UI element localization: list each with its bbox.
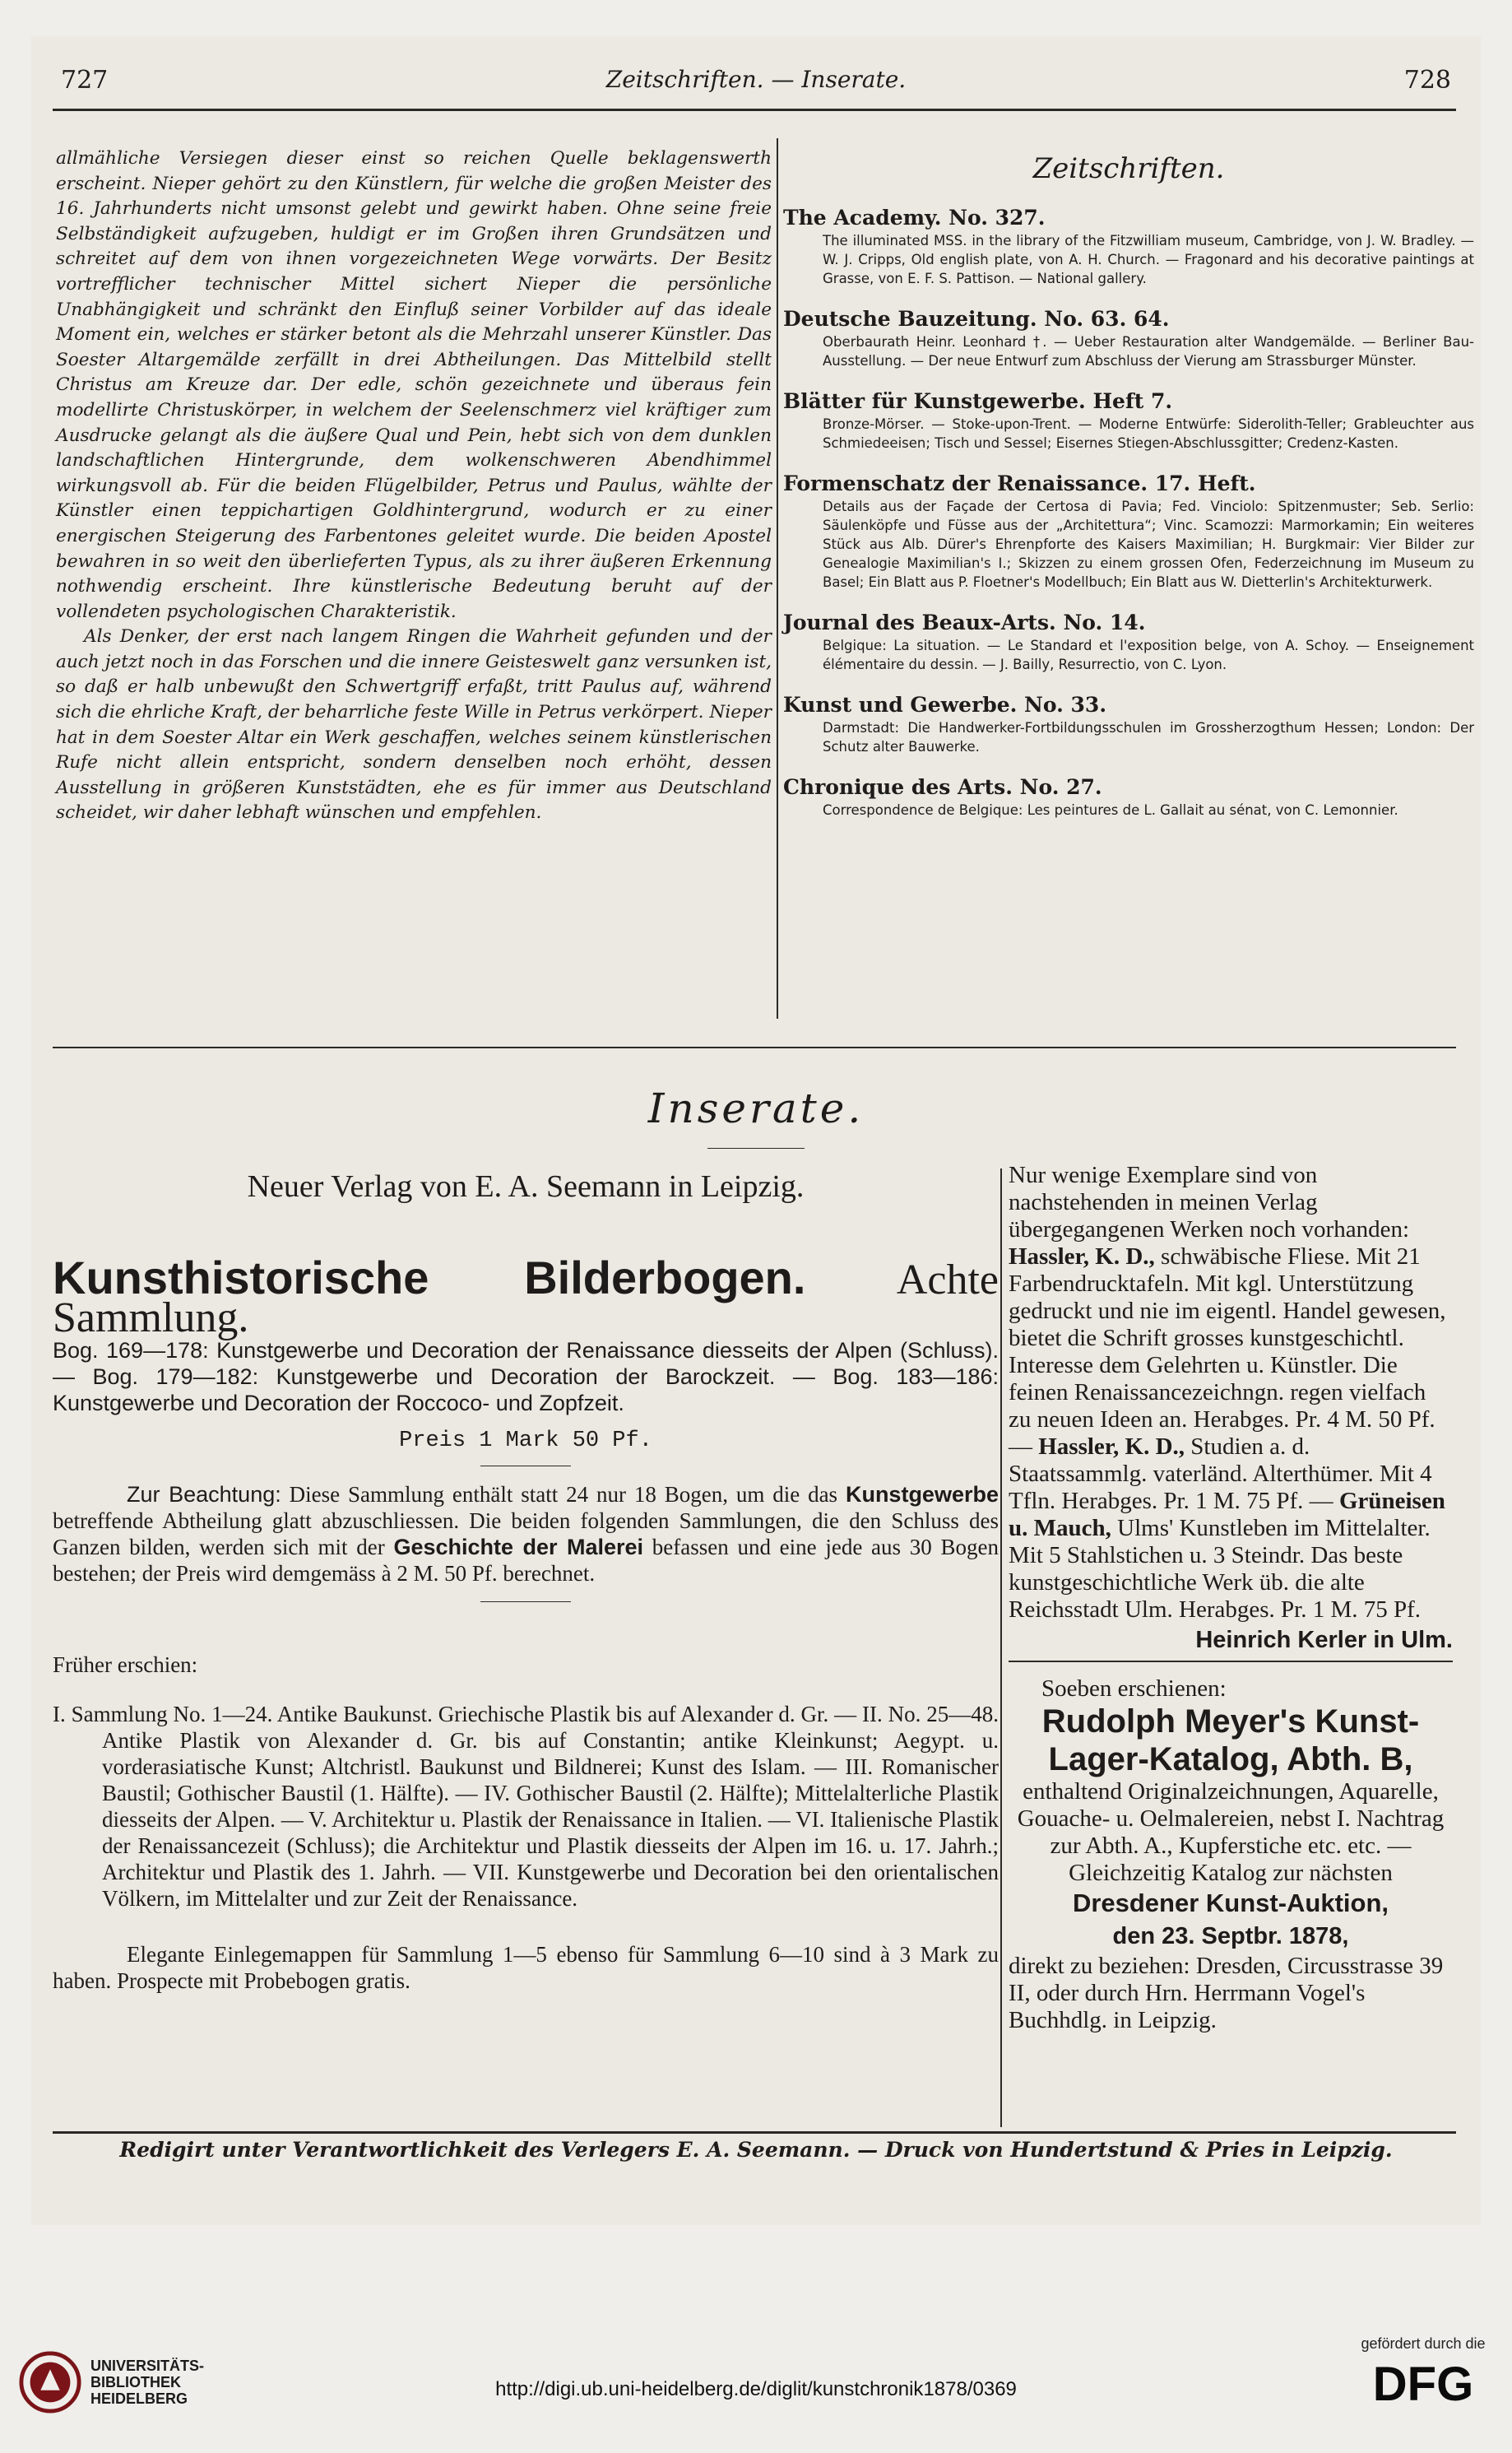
journal-entry	[783, 471, 1474, 592]
inserate-heading: Inserate.	[647, 1085, 865, 1132]
journal-contents: Darmstadt: Die Handwerker-Fortbildungsschulen im Grossherzogthum Hessen; London: Der Schutz alter Bauwerke.	[823, 720, 1474, 755]
dfg-logo-icon	[1351, 2358, 1496, 2407]
journal-title: Blätter für Kunstgewerbe. Heft 7.	[783, 389, 1173, 413]
note-text: betreffende Abtheilung glatt abzuschliessen. Die beiden folgenden Sammlungen, die den Schluss des Ganzen bilden, werden sich mit der	[53, 1508, 999, 1559]
auction-title: Dresdener Kunst-Auktion,	[1072, 1889, 1389, 1917]
column-divider	[777, 138, 778, 1019]
journal-contents: The illuminated MSS. in the library of the Fitzwilliam museum, Cambridge, von J. W. Bradley. — W. J. Cripps, Old english plate, von A. H. Church. — Fragonard and his decorative paintings at Grasse, von E. F. S. Pattison. — National gallery.	[823, 233, 1474, 286]
library-name-line: UNIVERSITÄTS-	[90, 2358, 205, 2374]
soeben-heading: Soeben erschienen:	[1041, 1675, 1227, 1702]
journal-contents: Bronze-Mörser. — Stoke-upon-Trent. — Moderne Entwürfe: Siderolith-Teller; Grableuchter aus Schmiedeeisen; Tisch und Sessel; Eisernes Stiegen-Abschlussgitter; Credenz-Kasten.	[823, 416, 1474, 451]
journal-title: Formenschatz der Renaissance. 17. Heft.	[783, 472, 1256, 495]
earlier-list	[53, 1701, 999, 1912]
ad-separator	[1009, 1661, 1453, 1662]
header-rule	[53, 109, 1456, 111]
kerler-intro: Nur wenige Exemplare sind von nachstehenden in meinen Verlag übergegangenen Werken noch vorhanden:	[1009, 1162, 1409, 1243]
catalog-description: enthaltend Originalzeichnungen, Aquarelle, Gouache- u. Oelmalereien, nebst I. Nachtrag zur Abth. A., Kupferstiche etc. etc. — Gleichzeitig Katalog zur nächsten	[1017, 1778, 1445, 1886]
seemann-advertisement	[53, 1251, 999, 1994]
source-url[interactable]: http://digi.ub.uni-heidelberg.de/diglit/kunstchronik1878/0369	[495, 2378, 1017, 2400]
auction-date: den 23. Septbr. 1878,	[1112, 1923, 1349, 1949]
journal-entry	[783, 306, 1474, 370]
ad-title-bold: Kunsthistorische Bilderbogen.	[53, 1252, 806, 1303]
dfg-credit	[1351, 2335, 1496, 2407]
note-emphasis: Geschichte der Malerei	[393, 1535, 644, 1559]
journal-contents: Details aus der Façade der Certosa di Pavia; Fed. Vinciolo: Spitzenmuster; Seb. Serlio: Säulenköpfe und Füsse aus der „Architettura“; Vinc. Scamozzi: Marmorkamin; Ein weiteres Stück aus Alb. Dürer's Ehrenpforte des Kaisers Maximilian; H. Burgkmair: Vier Bilder zur Genealogie Maximilian's I.; Skizzen zu einem grossen Ofen, Federzeichnung im Museum zu Basel; Ein Blatt aus P. Floetner's Modellbuch; Ein Blatt aus W. Dietterlin's Architekturwerk.	[823, 499, 1474, 590]
ad-description: Bog. 169—178: Kunstgewerbe und Decoration der Renaissance diesseits der Alpen (Schluss). — Bog. 179—182: Kunstgewerbe und Decoration der Barockzeit. — Bog. 183—186: Kunstgewerbe und Decoration der Roccoco- und Zopfzeit.	[53, 1338, 999, 1415]
ad-note	[53, 1481, 999, 1587]
note-label: Zur Beachtung:	[127, 1482, 281, 1507]
footer-rule	[53, 2131, 1456, 2134]
note-text: Diese Sammlung enthält statt 24 nur 18 Bogen, um die das	[281, 1482, 846, 1507]
funding-note: gefördert durch die	[1361, 2335, 1486, 2352]
author-name: Grüneisen u. Mauch,	[1009, 1488, 1445, 1541]
item-text: Ulms' Kunstleben im Mittelalter. Mit 5 Stahlstichen u. 3 Steindr. Das beste kunstgeschichtliche Werk üb. die alte Reichsstadt Ulm. Herabges. Pr. 1 M. 75 Pf.	[1009, 1515, 1431, 1623]
journal-title: Deutsche Bauzeitung. No. 63. 64.	[783, 307, 1170, 331]
journals-column	[783, 152, 1474, 838]
section-rule	[53, 1047, 1456, 1048]
ad-title	[53, 1251, 999, 1341]
kerler-advertisement	[1009, 1162, 1453, 2034]
running-title: Zeitschriften. — Inserate.	[605, 66, 907, 93]
library-name-line: BIBLIOTHEK	[90, 2374, 181, 2390]
dfg-letters: DFG	[1372, 2358, 1474, 2407]
ornament-rule	[707, 1148, 805, 1149]
page-number-right: 728	[1403, 66, 1451, 95]
order-info: direkt zu beziehen: Dresden, Circusstrasse 39 II, oder durch Hrn. Herrmann Vogel's Buchhdlg. in Leipzig.	[1009, 1953, 1444, 2033]
kerler-signature: Heinrich Kerler in Ulm.	[1195, 1627, 1453, 1653]
journal-entry	[783, 692, 1474, 756]
note-emphasis: Kunstgewerbe	[845, 1482, 999, 1507]
kerler-items	[1009, 1243, 1453, 1624]
folder-offer: Elegante Einlegemappen für Sammlung 1—5 ebenso für Sammlung 6—10 sind à 3 Mark zu haben. Prospecte mit Probebogen gratis.	[53, 1942, 999, 1993]
author-name: Hassler, K. D.,	[1009, 1243, 1155, 1270]
imprint-footer: Redigirt unter Verantwortlichkeit des Verlegers E. A. Seemann. — Druck von Hundertstund & Pries in Leipzig.	[119, 2138, 1393, 2162]
article-paragraph: Als Denker, der erst nach langem Ringen die Wahrheit gefunden und der auch jetzt noch in das Forschen und die innere Geisteswelt ganz versunken ist, so daß er halb unbewußt den Schwertgriff erfaßt, tritt Paulus auf, während sich die ehrliche Kraft, der beharrliche feste Wille in Petrus verkörpert. Nieper hat in dem Soester Altar ein Werk geschaffen, welches seinem künstlerischen Rufe nicht allein entspricht, sondern denselben noch erhöht, dessen Ausstellung in größeren Kunststädten, ehe es für immer aus Deutschland scheidet, wir daher lebhaft wünschen und empfehlen.	[56, 626, 772, 824]
catalog-title: Rudolph Meyer's Kunst-Lager-Katalog, Abth. B,	[1041, 1703, 1420, 1777]
journal-contents: Belgique: La situation. — Le Standard et l'exposition belge, von A. Schoy. — Enseignement élémentaire du dessin. — J. Bailly, Resurrectio, von C. Lyon.	[823, 638, 1474, 672]
journal-entry	[783, 205, 1474, 288]
ad-divider	[1000, 1168, 1002, 2127]
note-text: befassen und eine jede aus 30 Bogen bestehen; der Preis wird demgemäss à 2 M. 50 Pf. berechnet.	[53, 1535, 999, 1586]
journal-contents: Correspondence de Belgique: Les peintures de L. Gallait au sénat, von C. Lemonnier.	[823, 802, 1398, 818]
journal-entry	[783, 388, 1474, 453]
journal-entry	[783, 610, 1474, 674]
author-name: Hassler, K. D.,	[1038, 1433, 1185, 1460]
earlier-heading: Früher erschien:	[53, 1652, 198, 1677]
publisher-line: Neuer Verlag von E. A. Seemann in Leipzig.	[247, 1169, 805, 1204]
journal-title: Chronique des Arts. No. 27.	[783, 775, 1102, 799]
ad-title-rest: Achte Sammlung.	[53, 1257, 999, 1341]
journal-title: The Academy. No. 327.	[783, 206, 1046, 230]
item-text: schwäbische Fliese. Mit 21 Farbendrucktafeln. Mit kgl. Unterstützung gedruckt und nie im eigentl. Handel gewesen, bietet die Schrift grosses kunstgeschichtl. Interesse dem Gelehrten u. Künstler. Die feinen Renaissancezeichngn. regen vielfach zu neuen Ideen an. Herabges. Pr. 4 M. 50 Pf. —	[1009, 1243, 1446, 1460]
earlier-collections: I. Sammlung No. 1—24. Antike Baukunst. Griechische Plastik bis auf Alexander d. Gr. — II. No. 25—48. Antike Plastik von Alexander d. Gr. bis auf Constantin; antike Kleinkunst; Aegypt. u. vorderasiatische Kunst; Altchristl. Baukunst und Bildnerei; Kunst des Islam. — III. Romanischer Baustil; Gothischer Baustil (1. Hälfte). — IV. Gothischer Baustil (2. Hälfte); Mittelalterliche Plastik diesseits der Alpen. — V. Architektur u. Plastik der Renaissance in Italien. — VI. Italienische Plastik der Renaissancezeit (Schluss); die Architektur und Plastik diesseits der Alpen im 16. u. 17. Jahrh.; Architektur und Plastik des 1. Jahrh. — VII. Kunstgewerbe und Decoration bei den orientalischen Völkern, im Mittelalter und zur Zeit der Renaissance.	[53, 1702, 999, 1911]
journal-title: Kunst und Gewerbe. No. 33.	[783, 693, 1107, 717]
journal-entry	[783, 774, 1474, 820]
item-text: Studien a. d. Staatssammlg. vaterländ. Alterthümer. Mit 4 Tfln. Herabges. Pr. 1 M. 75 Pf. —	[1009, 1433, 1432, 1514]
library-name-line: HEIDELBERG	[90, 2390, 188, 2407]
page-number-left: 727	[61, 66, 109, 95]
journal-contents: Oberbaurath Heinr. Leonhard †. — Ueber Restauration alter Wandgemälde. — Berliner Bau-Ausstellung. — Der neue Entwurf zum Abschluss der Vierung am Strassburger Münster.	[823, 334, 1474, 369]
journal-title: Journal des Beaux-Arts. No. 14.	[783, 611, 1146, 634]
article-paragraph: allmähliche Versiegen dieser einst so reichen Quelle beklagenswerth erscheint. Nieper gehört zu den Künstlern, für welche die großen Meister des 16. Jahrhunderts nicht umsonst gelebt und gewirkt haben. Ohne seine freie Selbständigkeit aufzugeben, huldigt er im Großen ihren Grundsätzen und schreitet auf dem von ihnen vorgezeichneten Wege vorwärts. Der Besitz vortrefflicher technischer Mittel sichert Nieper die persönliche Unabhängigkeit und schränkt den Einfluß seiner Vorbilder auf das ideale Moment ein, welches er stärker betont als die Mehrzahl unserer Künstler. Das Soester Altargemälde zerfällt in drei Abtheilungen. Das Mittelbild stellt Christus am Kreuze dar. Der edle, schön gezeichnete und überaus fein modellirte Christuskörper, in welchem der Seelenschmerz viel kräftiger zum Ausdrucke gelangt als die äußere Qual und Pein, hebt sich von dem dunklen landschaftlichen Hintergrunde, dem wolkenschweren Abendhimmel wirkungsvoll ab. Für die beiden Flügelbilder, Petrus und Paulus, wählte der Künstler einen teppichartigen Goldhintergrund, wodurch er zu einer energischen Steigerung des Farbentones geleitet wurde. Die beiden Apostel bewahren in so weit den überlieferten Typus, als zu ihrer äußeren Erkennung nothwendig erscheint. Ihre künstlerische Bedeutung beruht auf der vollendeten psychologischen Charakteristik.	[56, 148, 772, 622]
ad-price: Preis 1 Mark 50 Pf.	[399, 1429, 652, 1453]
zeitschriften-heading: Zeitschriften.	[1032, 152, 1225, 185]
short-rule	[480, 1601, 571, 1602]
article-column	[56, 146, 772, 826]
